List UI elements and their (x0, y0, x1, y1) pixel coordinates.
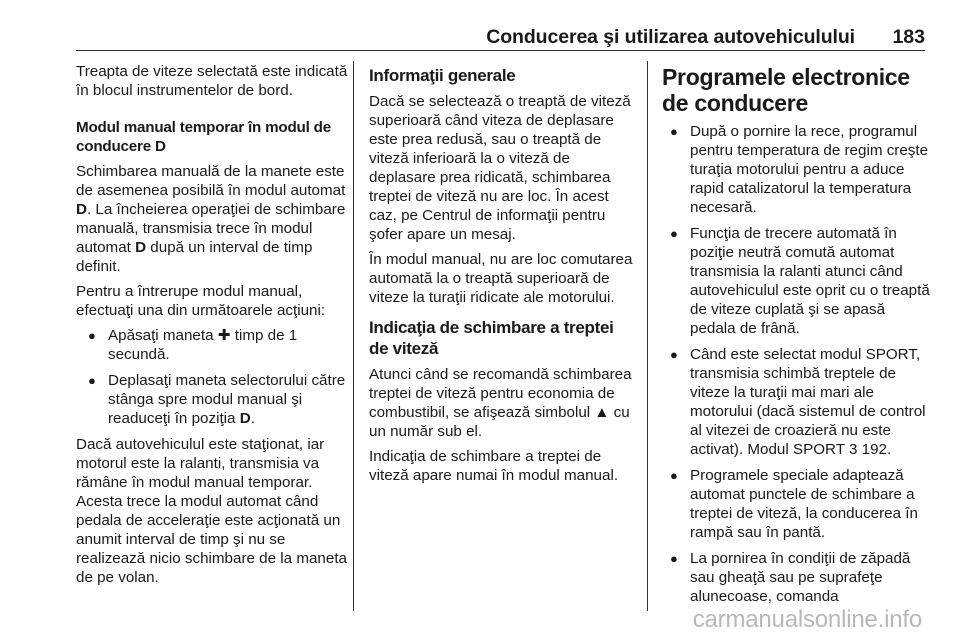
page-reference-icon: 3 (848, 441, 858, 458)
bullet-icon: ● (670, 226, 678, 241)
column-left (76, 62, 350, 593)
column-divider-right (647, 61, 648, 611)
chapter-title: Conducerea şi utilizarea autovehiculului (486, 26, 855, 48)
bullet-icon: ● (88, 328, 96, 343)
paragraph-interrupt-manual: Pentru a întrerupe modul manual, efectuaţi una din următoarele acţiuni: (76, 283, 326, 319)
subheading-temporary-manual-mode: Modul manual temporar în modul de conducere D (76, 119, 331, 155)
list-item: ● Deplasaţi maneta selectorului către stânga spre modul manual şi readuceţi în poziţia D. (88, 372, 346, 427)
column-right (662, 62, 930, 613)
paragraph-indicator-manual-only: Indicaţia de schimbare a treptei de viteză apare numai în modul manual. (369, 448, 619, 484)
up-arrow-icon: ▲ (594, 404, 610, 421)
plus-paddle-icon: ✚ (217, 327, 231, 344)
paragraph-no-auto-upshift: În modul manual, nu are loc comutarea automată la o treaptă superioară de viteze la turaţii ridicate ale motorului. (369, 251, 633, 306)
list-item: ● La pornirea în condiţii de zăpadă sau gheaţă sau pe suprafeţe alunecoase, comanda (670, 550, 911, 605)
column-middle (369, 62, 637, 491)
list-item: ● Când este selectat modul SPORT, transmisia schimbă treptele de viteze la turaţii mai mari ale motorului (dacă sistemul de control al vitezei de croazieră nu este activat). Modul SPORT 3 192. (670, 346, 926, 458)
page-number: 183 (892, 26, 925, 48)
page-header (76, 26, 925, 50)
paragraph-gear-indicated: Treapta de viteze selectată este indicată în blocul instrumentelor de bord. (76, 63, 348, 99)
paragraph-manual-shift: Schimbarea manuală de la manete este de asemenea posibilă în modul automat D. La încheierea operaţiei de schimbare manuală, transmisia trece în modul automat D după un interval de timp definit. (76, 163, 346, 275)
bullet-list-actions (76, 326, 350, 428)
heading-gear-shift-indicator: Indicaţia de schimbare a treptei de viteză (369, 318, 614, 358)
heading-electronic-driving-programs: Programele electronice de conducere (662, 64, 910, 116)
list-item: ● Programele speciale adaptează automat punctele de schimbare a treptei de viteză, la conducerea în rampă sau în pantă. (670, 467, 918, 541)
paragraph-gear-not-engaged: Dacă se selectează o treaptă de viteză superioară când viteza de deplasare este prea redusă, sau o treaptă de viteză inferioară la o viteză de deplasare prea ridicată, schimbarea treptei de viteză nu are loc. În acest caz, pe Centrul de informaţii pentru şofer apare un mesaj. (369, 93, 631, 243)
bullet-icon: ● (88, 373, 96, 388)
list-item: ● Apăsaţi maneta ✚ timp de 1 secundă. (88, 327, 298, 363)
bullet-icon: ● (670, 468, 678, 483)
bullet-icon: ● (670, 124, 678, 139)
column-divider-left (353, 61, 354, 611)
paragraph-shift-recommendation: Atunci când se recomandă schimbarea treptei de viteză pentru economia de combustibil, se afişează simbolul ▲ cu un număr sub el. (369, 366, 632, 440)
header-rule (76, 50, 925, 51)
bullet-list-programs (662, 122, 930, 606)
list-item: ● După o pornire la rece, programul pentru temperatura de regim creşte turaţia motorului pentru a aduce rapid catalizatorul la temperatura necesară. (670, 123, 929, 216)
list-item: ● Funcţia de trecere automată în poziţie neutră comută automat transmisia la ralanti atunci când autovehiculul este oprit cu o treaptă de viteze cuplată şi se apasă pedala de frână. (670, 225, 930, 337)
paragraph-stationary-vehicle: Dacă autovehiculul este staţionat, iar motorul este la ralanti, transmisia va rămâne în modul manual temporar. Acesta trece la modul automat când pedala de acceleraţie este acţionată un anumit interval de timp şi nu se realizează nicio schimbare de la maneta de pe volan. (76, 436, 347, 586)
bullet-icon: ● (670, 551, 678, 566)
heading-general-information: Informaţii generale (369, 66, 516, 85)
bullet-icon: ● (670, 347, 678, 362)
watermark: carmanualsonline.info (692, 606, 922, 633)
